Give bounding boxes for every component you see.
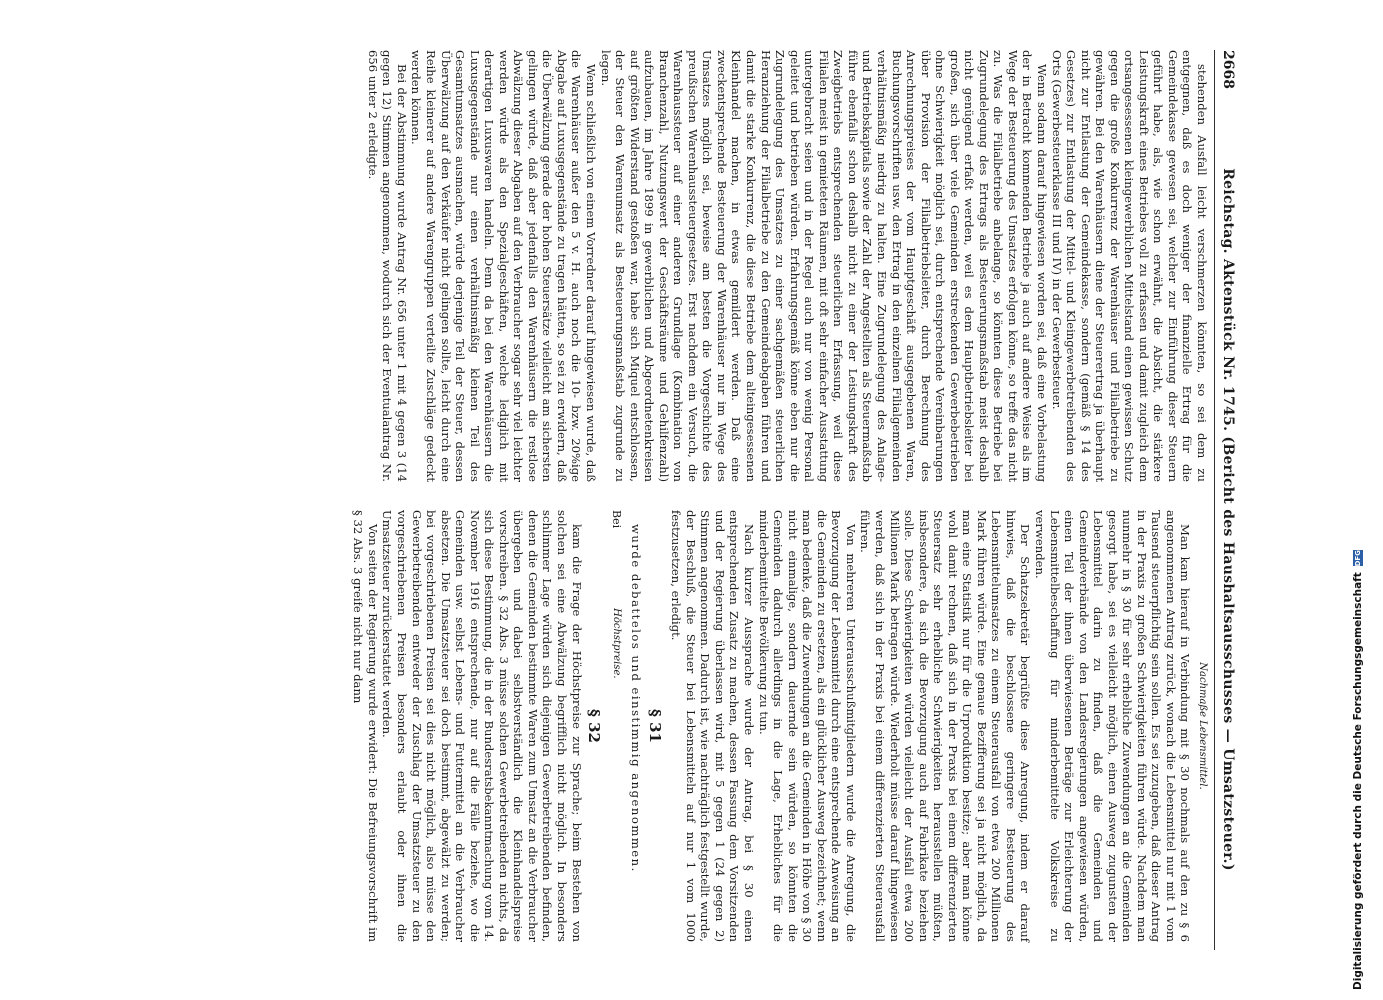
body-paragraph: stehenden Ausfall leicht verschmerzen könnten, so sei dem zu entgegnen, daß es doch weniger der finanzielle Ertrag für die Gemeindekasse gewesen sei, welcher zur Einführung dieser Steuern geführt habe, als, wie schon erwähnt, die Absicht, die stärkere Leistungskraft eines Betriebes voll zu erfassen und damit zugleich dem ortsangesessenen kleingewerblichen Mittelstand einen gewissen Schutz gegen die große Konkurrenz der Warenhäuser und Filialbetriebe zu gewähren. Bei den Warenhäusern diene der Steuerertrag ja überhaupt nicht zur Entlastung der Gemeindekasse, sondern (gemäß § 14 des Gesetzes) zur Entlastung der Mittel- und Kleingewerbetreibenden des Orts (Gewerbesteuerklasse III und IV) in der Gewerbesteuer. — [1049, 50, 1209, 482]
body-paragraph: kam die Frage der Höchstpreise zur Sprache; beim Bestehen von solchen sei eine Abwälzung begrifflich nicht möglich. In besonders schlimmer Lage würden sich diejenigen Gewerbetreibenden befinden, denen die Gemeinden bestimmte Waren zum Umsatz an die Verbraucher übergeben und dabei selbstverständlich die Kleinhandelspreise vorschreiben. § 32 Abs. 3 müsse solchen Gewerbetreibenden nichts, da sich diese Bestimmung, die in der Bundesratsbekanntmachung vom 14. November 1916 entsprechende, nur auf die Fälle beziehe, wo die Gemeinden usw. selbst Lebens- und Futtermittel an die Verbraucher absetzen. Die Umsatzsteuer sei doch bestimmt, abgewälzt zu werden; bei vorgeschriebenen Preisen sei dies nicht möglich, also müsse den Gewerbetreibenden entweder der Zuschlag der Umsatzsteuer zu den vorgeschriebenen Preisen besonders erlaubt oder ihnen die Umsatzsteuer zurückerstattet werden. — [380, 510, 584, 942]
bei-label: Bei — [609, 510, 623, 529]
digitization-footer — [1352, 550, 1364, 990]
body-paragraph: Der Schatzsekretär begrüßte diese Anregung, indem er darauf hinwies, daß die beschlossene geringere Besteuerung des Lebensmittelumsatzes zu einem Steuerausfall von etwa 200 Millionen Mark führen würde. Eine genaue Bezifferung sei ja nicht möglich, da man eine Statistik nur für die Urproduktion besitze; aber man könne wohl damit rechnen, daß sich in der Praxis bei einem differenzierten Steuersatz sehr erhebliche Schwierigkeiten herausstellen müßten, insbesondere, da sich die Bevorzugung auch auf Fabrikate beziehen solle. Diese Schwierigkeiten würden vielleicht der Ausfall etwa 200 Millionen Mark betragen würde. Wiederholt müsse darauf hingewiesen werden, daß sich in der Praxis bei einem differenzierten Steuerausfall führen. — [858, 510, 1033, 942]
footer-credit: Digitalisierung gefördert durch die Deutsche Forschungsgemeinschaft — [1352, 572, 1364, 990]
right-column — [351, 510, 1209, 942]
margin-note: Nachmaße Lebensmittel. — [1197, 662, 1208, 790]
body-paragraph: Nach kurzer Aussprache wurde der Antrag, bei § 30 einen entsprechenden Zusatz zu machen, dessen Fassung dem Vorsitzenden und der Regierung überlassen wird, mit 5 gegen 1 (24 gegen 2) Stimmen angenommen. Dadurch ist, wie nachträglich festgestellt wurde, der Beschluß, die Steuer bei Lebensmitteln auf nur 1 vom 1000 festzusetzen, erledigt. — [669, 510, 757, 942]
scanned-page — [91, 50, 1241, 950]
body-paragraph: Bei der Abstimmung wurde Antrag Nr. 656 unter 1 mit 4 gegen 3 (14 gegen 12) Stimmen angenommen, wodurch sich der Eventualantrag Nr. 656 unter 2 erledigte. — [365, 50, 409, 482]
body-paragraph: Wenn schließlich von einem Vorredner darauf hingewiesen wurde, daß die Warenhäuser außer den 5 v. H. auch noch die 10- bzw. 20%ige Abgabe auf Luxusgegenstände zu tragen hätten, so sei zu erwidern, daß die Überwälzung gerade der hohen Steuersätze vielleicht am sichersten gelingen würde, daß aber jedenfalls den Warenhäusern die restlose Abwälzung dieser Abgaben auf den Verbraucher sogar sehr viel leichter werden würde als den Spezialgeschäften, welche lediglich mit derartigen Luxuswaren handeln. Denn da bei den Warenhäusern die Luxusgegenstände nur einen verhältnismäßig kleinen Teil des Gesamtumsatzes ausmachen, würde derjenige Teil der Steuer, dessen Überwälzung auf den Verkäufer nicht gelingen sollte, leicht durch eine Reihe kleinerer auf andere Warengruppen verteilte Zuschläge gedeckt werden können. — [409, 50, 599, 482]
section-32-intro — [608, 510, 623, 942]
page-header — [1214, 50, 1241, 950]
section-heading-32: § 32 — [585, 709, 604, 743]
body-paragraph: Von seiten der Regierung wurde erwidert: Die Befreiungsvorschrift im § 32 Abs. 3 greife nicht nur dann — [351, 510, 380, 942]
page-title: Reichstag. Aktenstück Nr. 1745. (Bericht des Haushaltsausschusses — Umsatzsteuer.) — [1220, 168, 1237, 871]
body-paragraph: Wenn sodann darauf hingewiesen worden sei, daß eine Vorbelastung der in Betracht kommenden Betriebe ja auch auf andere Weise als im Wege der Besteuerung des Umsatzes erfolgen könne, so treffe das nicht zu. Was die Filialbetriebe anbelange, so könnten diese Betriebe bei Zugrundelegung des Ertrags als Besteuerungsmaßstab meist deshalb nicht genügend erfaßt werden, weil es dem Hauptbetriebsleiter bei großen, sich über viele Gemeinden erstreckenden Gewerbebetrieben ohne Schwierigkeit möglich sei, durch entsprechende Vereinbarungen über Provision der Filialbetriebsleiter, durch Berechnung des Anrechnungspreises der vom Hauptgeschäft ausgegebenen Waren, Buchungsvorschriften usw. den Ertrag in den einzelnen Filialgemeinden verhältnismäßig niedrig zu halten. Eine Zugrundelegung des Anlage- und Betriebskapitals sowie der Zahl der Angestellten als Steuermaßstab führe ebenfalls schon deshalb nicht zu einer der Leistungskraft des Zweigbetriebs entsprechenden steuerlichen Erfassung, weil diese Filialen meist in gemieteten Räumen, mit oft sehr einfacher Ausstattung untergebracht seien und in der Regel auch nur von wenig Personal geleitet und betrieben würden. Erfahrungsgemäß könne eben nur die Zugrundelegung des Umsatzes zu einer sachgemäßen steuerlichen Heranziehung der Filialbetriebe zu den Gemeindeabgaben führen und damit die starke Konkurrenz, die diese Betriebe dem alteingesessenen Kleinhandel machen, in etwas gemildert werden. Daß eine zweckentsprechende Besteuerung der Warenhäuser nur im Wege des Umsatzes möglich sei, beweise am besten die Vorgeschichte des preußischen Warenhaussteuergesetzes. Erst nachdem ein Versuch, die Warenhaussteuer auf einer anderen Grundlage (Kombination von Branchenzahl, Nutzungswert der Geschäftsräume und Gehilfenzahl) aufzubauen, im Jahre 1899 in gewerblichen und Abgeordnetenkreisen auf größten Widerstand gestoßen war, habe sich Miquel entschlossen, der Steuer den Warenumsatz als Besteuerungsmaßstab zugrunde zu legen. — [598, 50, 1049, 482]
page-number: 2668 — [1220, 50, 1237, 89]
dfg-logo: DFG — [1354, 550, 1362, 567]
section-31-text: wurde debattelos und einstimmig angenommen. — [629, 524, 644, 873]
margin-note: Höchstpreise. — [610, 608, 622, 679]
section-heading-31: § 31 — [645, 709, 664, 743]
body-paragraph: Von mehreren Unterausschußmitgliedern wurde die Anregung, die Bevorzugung der Lebensmittel durch eine entsprechende Anweisung an die Gemeinden zu ersetzen, als ein glücklicher Ausweg bezeichnet; wenn man bedenke, daß die Zuwendungen an die Gemeinden in Höhe von § 30 nicht einmalige, sondern dauernde sein würden, so könnten die Gemeinden dadurch allerdings in die Lage, Erhebliches für die minderbemittelte Bevölkerung zu tun. — [756, 510, 858, 942]
left-column — [365, 50, 1209, 482]
body-paragraph: Man kam hierauf in Verbindung mit § 30 nochmals auf den zu § 6 angenommenen Antrag zurück, wonach die Lebensmittel nur mit 1 vom Tausend steuerpflichtig sein sollen. Es sei zuzugeben, daß dieser Antrag in der Praxis zu großen Schwierigkeiten führen würde. Nachdem man nunmehr in § 30 für sehr erhebliche Zuwendungen an die Gemeinden gesorgt habe, sei es vielleicht möglich, einen Ausweg zugunsten der Lebensmittel darin zu finden, daß die Gemeinden und Gemeindeverbände von den Landesregierungen angewiesen würden, einen Teil der ihnen überwiesenen Beträge zur Erleichterung der Lebensmittelbeschaffung für minderbemittelte Volkskreise zu verwenden. — [1032, 510, 1193, 942]
